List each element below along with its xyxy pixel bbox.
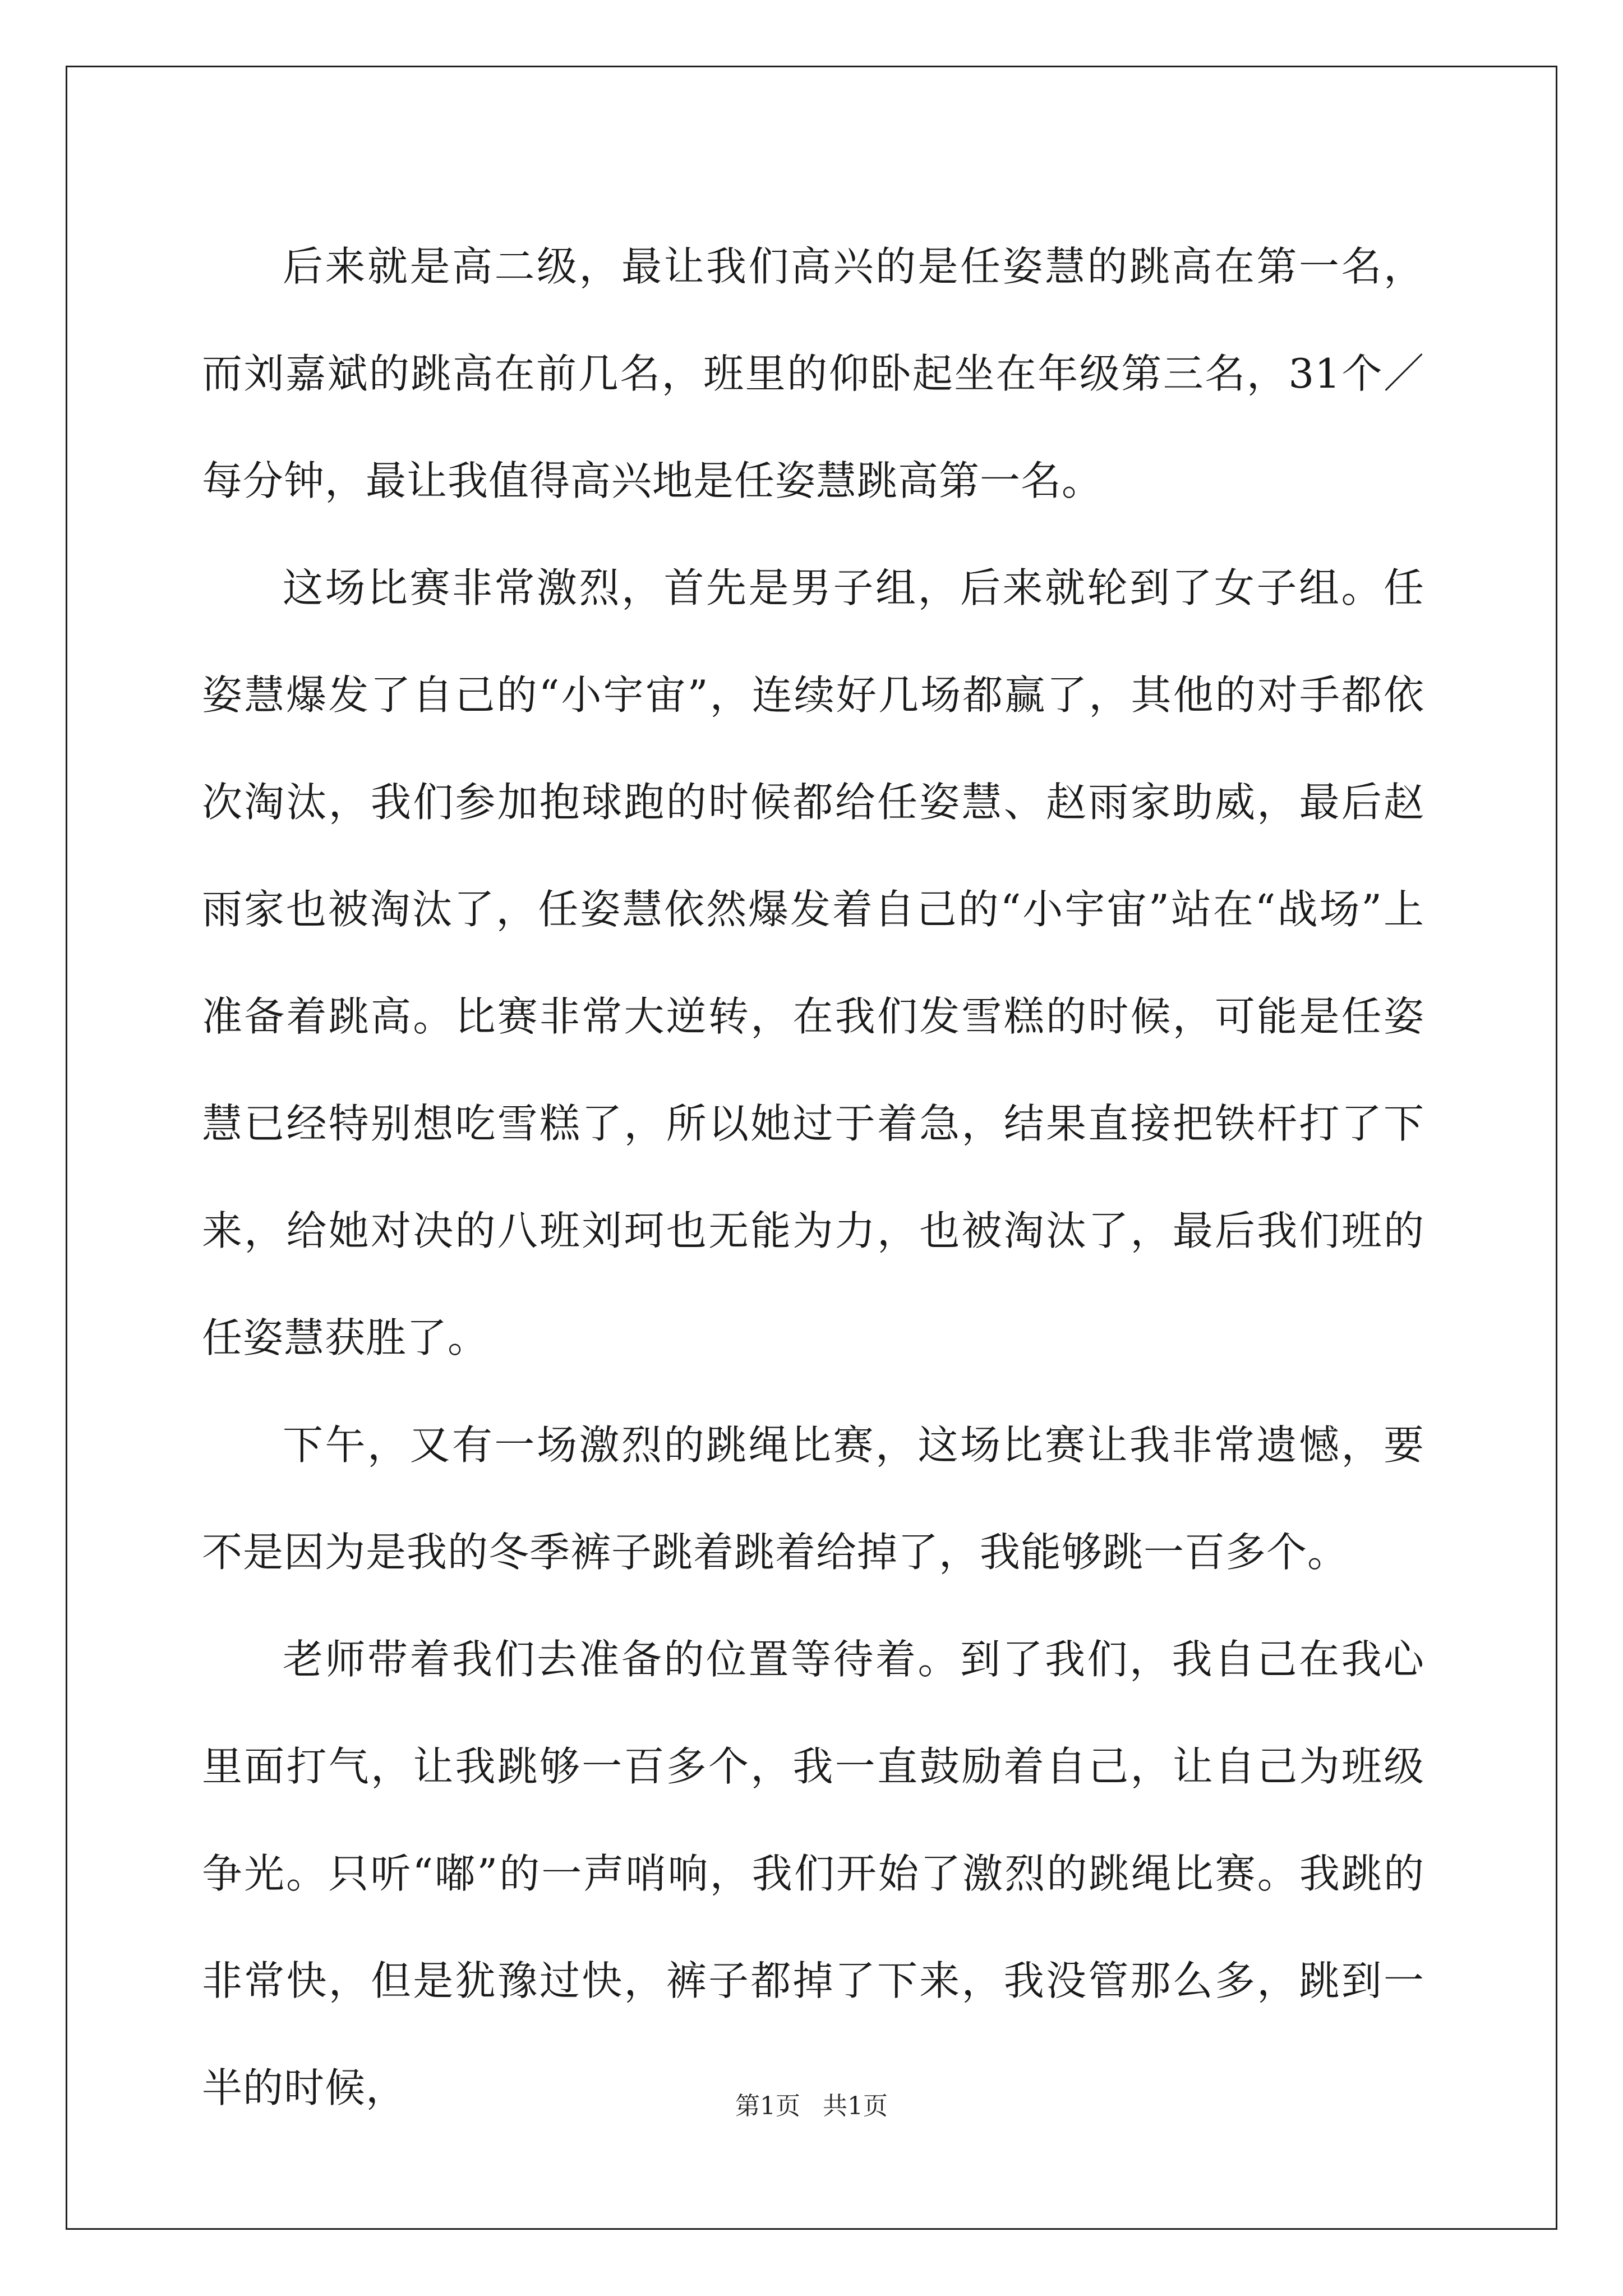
paragraph-4: 老师带着我们去准备的位置等待着。到了我们，我自己在我心里面打气，让我跳够一百多个，我一直鼓励着自己，让自己为班级争光。只听“嘟”的一声哨响，我们开始了激烈的跳绳比赛。我跳的非常快，但是犹豫过快，裤子都掉了下来，我没管那么多，跳到一半的时候， (202, 1636, 1424, 2111)
page-number: 第1页 (735, 2092, 800, 2120)
paragraph-3: 下午，又有一场激烈的跳绳比赛，这场比赛让我非常遗憾，要不是因为是我的冬季裤子跳着跳着给掉了，我能够跳一百多个。 (202, 1421, 1424, 1576)
paragraph-2: 这场比赛非常激烈，首先是男子组，后来就轮到了女子组。任姿慧爆发了自己的“小宇宙”，连续好几场都赢了，其他的对手都依次淘汰，我们参加抱球跑的时候都给任姿慧、赵雨家助威，最后赵雨家也被淘汰了，任姿慧依然爆发着自己的“小宇宙”站在“战场”上准备着跳高。比赛非常大逆转，在我们发雪糕的时候，可能是任姿慧已经特别想吃雪糕了，所以她过于着急，结果直接把铁杆打了下来，给她对决的八班刘珂也无能为力，也被淘汰了，最后我们班的任姿慧获胜了。 (202, 564, 1424, 1361)
document-body (202, 213, 1424, 2142)
page-total: 共1页 (823, 2092, 888, 2120)
page-footer (0, 2090, 1623, 2123)
paragraph-1: 后来就是高二级，最让我们高兴的是任姿慧的跳高在第一名，而刘嘉斌的跳高在前几名，班里的仰卧起坐在年级第三名，31个／每分钟，最让我值得高兴地是任姿慧跳高第一名。 (202, 243, 1424, 504)
